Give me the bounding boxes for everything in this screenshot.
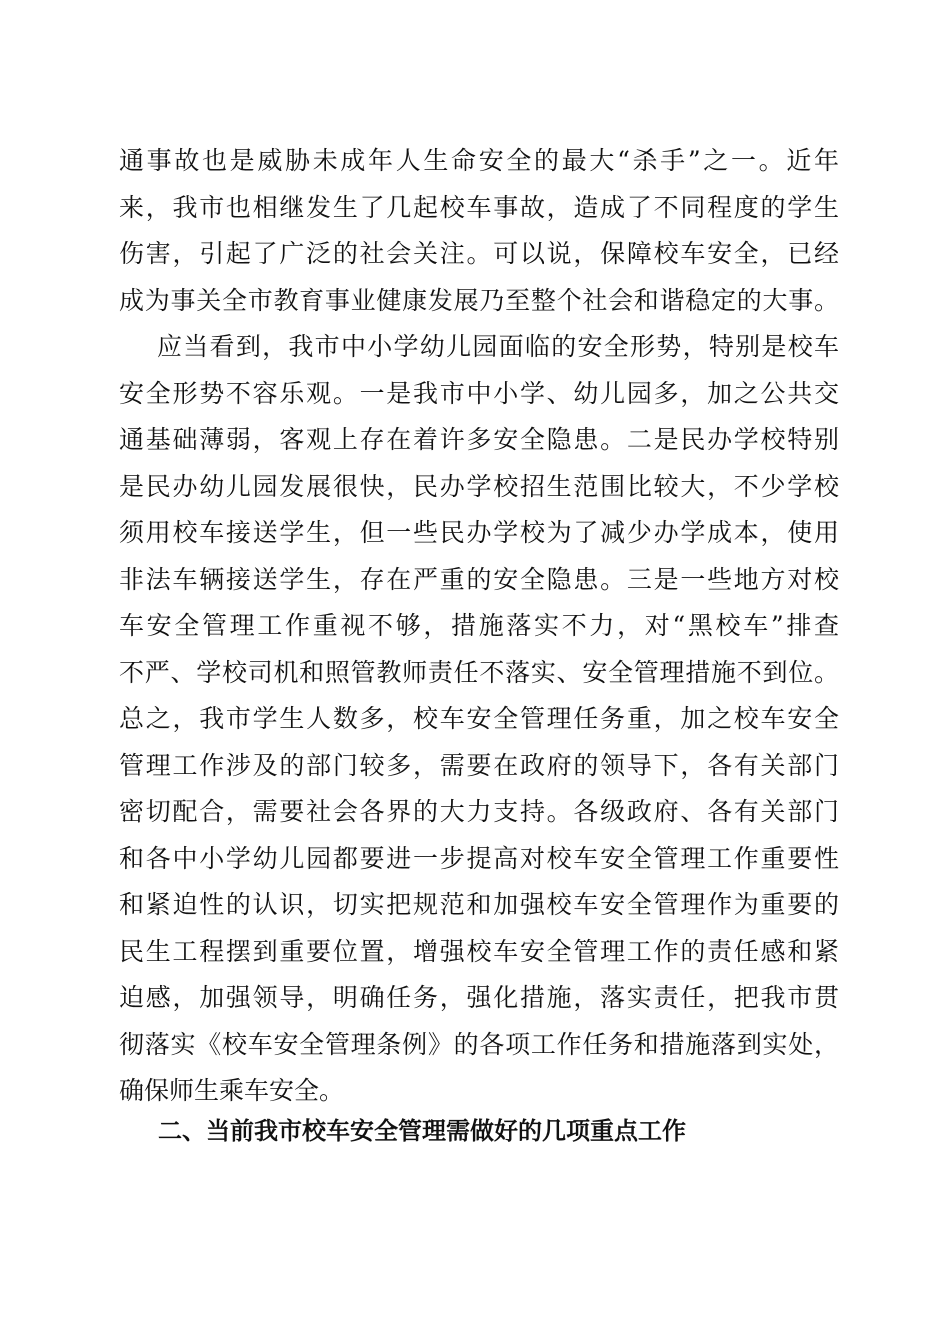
text-line: 迫感，加强领导，明确任务，强化措施，落实责任，把我市贯	[119, 983, 839, 1012]
text-line: 不严、学校司机和照管教师责任不落实、安全管理措施不到位。	[119, 657, 839, 687]
text-line: 应当看到，我市中小学幼儿园面临的安全形势，特别是校车	[157, 332, 839, 361]
text-line: 管理工作涉及的部门较多，需要在政府的领导下，各有关部门	[119, 750, 839, 780]
text-line: 成为事关全市教育事业健康发展乃至整个社会和谐稳定的大事。	[119, 285, 839, 315]
text-line: 密切配合，需要社会各界的大力支持。各级政府、各有关部门	[119, 797, 839, 826]
text-line: 伤害，引起了广泛的社会关注。可以说，保障校车安全，已经	[119, 239, 839, 268]
text-line: 车安全管理工作重视不够，措施落实不力，对“黑校车”排查	[119, 611, 839, 640]
text-line: 非法车辆接送学生，存在严重的安全隐患。三是一些地方对校	[119, 564, 839, 594]
body-text	[119, 138, 839, 1115]
text-line: 通事故也是威胁未成年人生命安全的最大“杀手”之一。近年	[119, 146, 839, 175]
text-line: 须用校车接送学生，但一些民办学校为了减少办学成本，使用	[119, 518, 839, 547]
text-line: 总之，我市学生人数多，校车安全管理任务重，加之校车安全	[119, 704, 839, 733]
section-heading: 二、当前我市校车安全管理需做好的几项重点工作	[158, 1117, 686, 1145]
text-line: 是民办幼儿园发展很快，民办学校招生范围比较大，不少学校	[119, 471, 839, 501]
text-line: 安全形势不容乐观。一是我市中小学、幼儿园多，加之公共交	[119, 378, 839, 408]
text-line: 来，我市也相继发生了几起校车事故，造成了不同程度的学生	[119, 192, 839, 222]
text-line: 彻落实《校车安全管理条例》的各项工作任务和措施落到实处，	[119, 1029, 839, 1059]
text-line: 和紧迫性的认识，切实把规范和加强校车安全管理作为重要的	[119, 890, 839, 919]
text-line: 确保师生乘车安全。	[119, 1076, 345, 1105]
text-line: 和各中小学幼儿园都要进一步提高对校车安全管理工作重要性	[119, 843, 839, 873]
text-line: 民生工程摆到重要位置，增强校车安全管理工作的责任感和紧	[119, 936, 839, 966]
text-line: 通基础薄弱，客观上存在着许多安全隐患。二是民办学校特别	[119, 425, 839, 454]
